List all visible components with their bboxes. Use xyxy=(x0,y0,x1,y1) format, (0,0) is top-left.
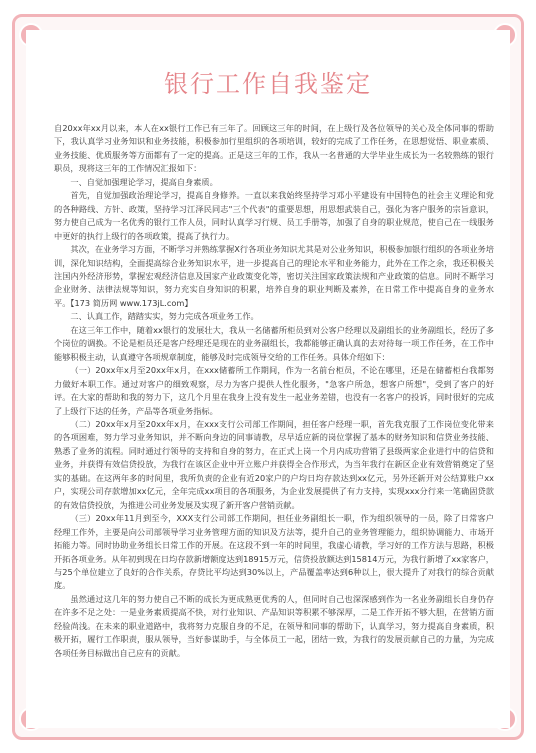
body-paragraph: （一）20xx年x月至20xx年x月，在xxx储蓄所工作期间，作为一名前台柜员，不论在哪里，还是在储蓄柜台我都努力做好本职工作。通过对客户的细致观察，尽力为客户提供人性化服务，"急客户所急，想客户所想"，受到了客户的好评。在大家的帮助和我的努力下，这几个月里在我身上没有发生一起业务差错，也没有一名客户的投诉，同时很好的完成了上级行下达的任务，产品等各项业务指标。 xyxy=(54,365,494,416)
document-body xyxy=(54,122,494,660)
body-paragraph: 在这三年工作中，随着xx银行的发展壮大，我从一名储蓄所柜员到对公客户经理以及副组长的业务副组长，经历了多个岗位的调换。不论是柜员还是客户经理还是现在的业务副组长，我都能够正确认真的去对待每一项工作任务，在工作中能够积极主动，认真遵守各项规章制度，能够及时完成领导交给的工作任务。具体介绍如下： xyxy=(54,324,494,362)
section-heading: 二、认真工作，踏踏实实，努力完成各项业务工作。 xyxy=(70,311,259,322)
intro-paragraph: 自20xx年xx月以来，本人在xx银行工作已有三年了。回顾这三年的时间，在上级行及各位领导的关心及全体同事的帮助下，我认真学习业务知识和业务技能，积极参加行里组织的各项培训，较好的完成了工作任务，在思想觉悟、职业素质、业务技能、优质服务等方面都有了一定的提高。正是这三年的工作，我从一名普通的大学毕业生成长为一名较熟练的银行职员，现将这三年的工作情况汇报如下： xyxy=(54,123,494,174)
closing-paragraph: 虽然通过这几年的努力使自己不断的成长为更成熟更优秀的人，但同时自己也深深感到作为一名业务副组长自身仍存在许多不足之处：一是业务素质提高不快，对行业知识、产品知识等积累不够深厚，二是工作开拓不够大胆，在营销方面经验尚浅。在未来的职业道路中，我将努力克服自身的不足，在领导和同事的帮助下，认真学习，努力提高自身素质，积极开拓，履行工作职责，服从领导，当好参谋助手，与全体员工一起，团结一致，为我行的发展贡献自己的力量，为完成各项任务目标做出自己应有的贡献。 xyxy=(54,593,494,658)
document-title: 银行工作自我鉴定 xyxy=(164,70,372,98)
body-paragraph: （三）20xx年11月到至今，XXX支行公司部工作期间，担任业务副组长一职，作为组织领导的一员，除了日常客户经理工作外，主要是向公司部领导学习业务管理方面的知识及方法等，提升自己的业务管理能力，组织协调能力、市场开拓能力等。同时协助业务组长日常工作的开展。在这段不到一年的时间里，我虚心请教，学习好的工作方法与思路，积极开拓各项业务。从年初到现在日均存款新增额度达到18915万元，信贷投放额达到15814万元，为我行新增了xx家客户，与25个单位建立了良好的合作关系，存贷比平均达到30%以上，产品覆盖率达到6种以上，很大提升了对我行的综合贡献度。 xyxy=(54,513,494,591)
body-paragraph: （二）20xx年x月至20xx年x月，在xxx支行公司部工作期间，担任客户经理一职，首先我克服了工作岗位变化带来的各项困难，努力学习业务知识，并不断向身边的同事请教，尽早适应新的岗位掌握了基本的财务知识和信贷业务技能、熟悉了业务的流程。同时通过行领导的支持和自身的努力，在正式上岗一个月内成功营销了县级两家企业进行中的信贷和业务，并获得有效信贷投放，为我行在该区企业中开立账户并获得全合作形式，为当年我行在新区企业有效营销奠定了坚实的基础。在这两年多的时间里，我所负责的企业有近20家户的户均日均存款达到xx亿元，另外还新开对公结算账户xx户，实现公司存款增加xx亿元，全年完成xx项目的各项服务，为企业发展提供了有力支持，实现xxx分行来一笔确固贷款的有效信贷投放，为推进公司业务发展及实现了新开客户营销贡献。 xyxy=(54,418,494,510)
body-paragraph: 其次，在业务学习方面，不断学习并熟练掌握X行各项业务知识尤其是对公业务知识，积极参加银行组织的各项业务培训，深化知识结构，全面提高综合业务知识水平，进一步提高自己的理论水平和业务能力，此外在工作之余，我还积极关注国内外经济形势，掌握宏观经济信息及国家产业政策变化等，密切关注国家政策法规和产业政策的信息。同时不断学习企业财务、法律法规等知识，努力充实自身知识的积累，培养自身的职业判断及素养，在日常工作中提高自身的业务水平。【173 简历网 www.173jL.com】 xyxy=(54,244,494,308)
body-paragraph: 首先，自觉加强政治理论学习，提高自身修养。一直以来我始终坚持学习邓小平建设有中国特色的社会主义理论和党的各种路线、方针、政策，坚持学习江泽民同志"三个代表"的重要思想，用思想武装自己，强化为客户服务的宗旨意识，努力使自己成为一名优秀的银行工作人员，同时认真学习行规、员工手册等，加强了自身的职业规范，使自己在一线服务中更好的执行上级行的各项政策，提高了执行力。 xyxy=(54,190,494,241)
document-page xyxy=(26,30,510,728)
section-heading: 一、自觉加强理论学习，提高自身素质。 xyxy=(70,176,218,187)
